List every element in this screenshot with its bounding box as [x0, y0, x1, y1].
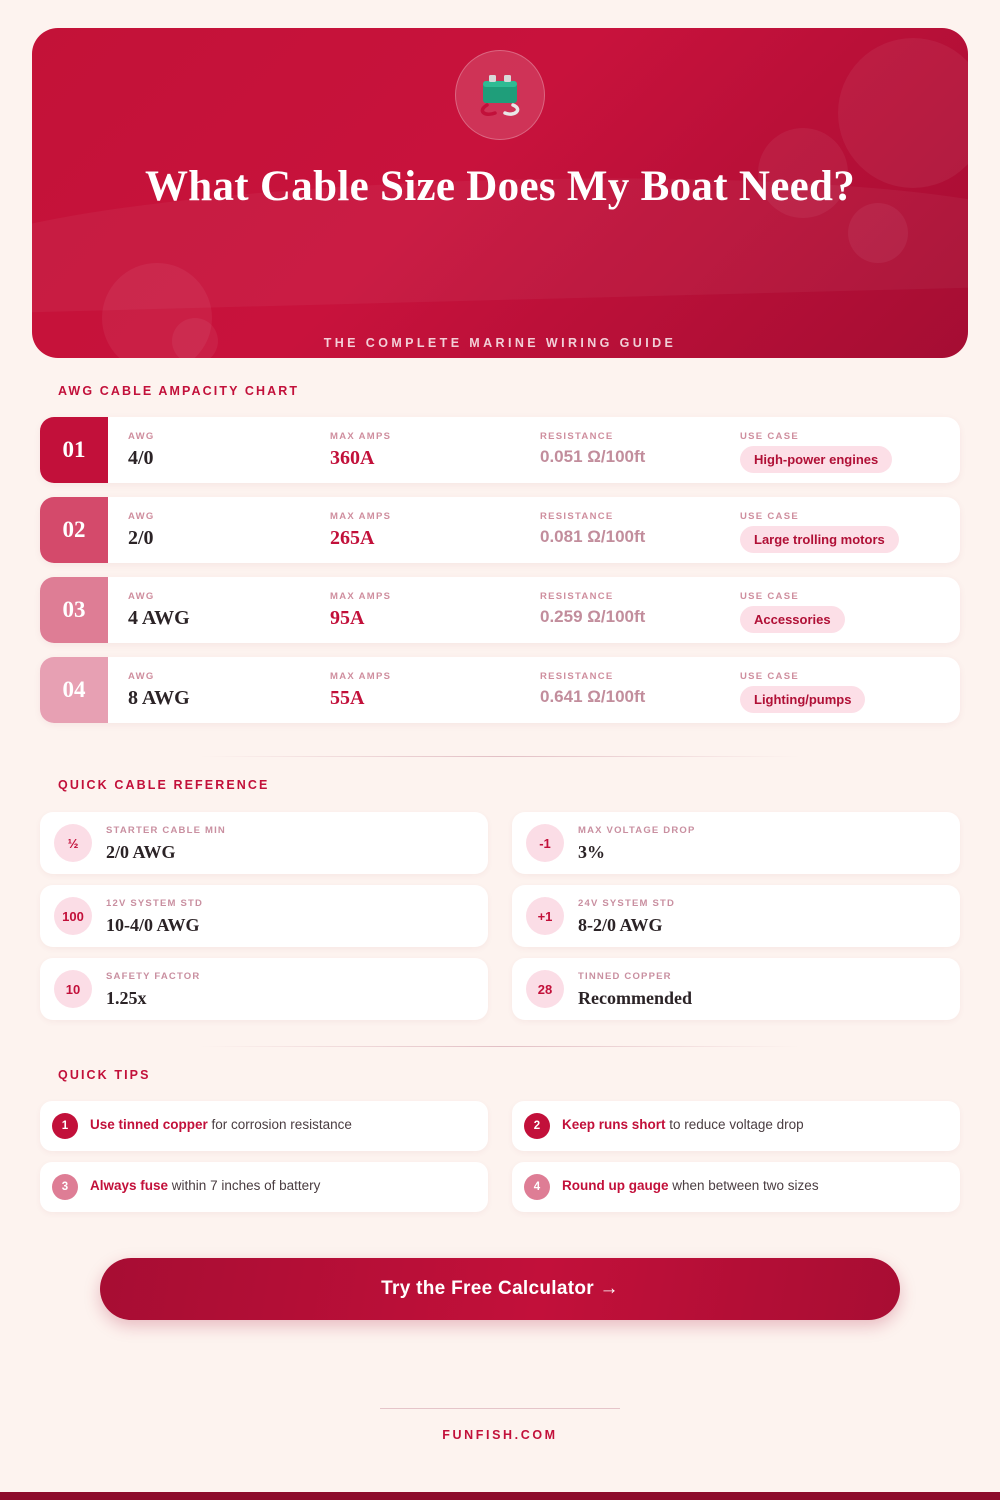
- cell-resistance: 0.259 Ω/100ft: [540, 607, 646, 626]
- cell-awg: 8 AWG: [128, 687, 190, 709]
- rank-badge: 04: [40, 657, 108, 723]
- reference-value: 8-2/0 AWG: [578, 915, 663, 935]
- rank-badge: 02: [40, 497, 108, 563]
- tip-text-bold: Round up gauge: [562, 1178, 669, 1193]
- column-header-resistance: RESISTANCE: [540, 671, 614, 682]
- column-header-resistance: RESISTANCE: [540, 431, 614, 442]
- column-header-awg: AWG: [128, 591, 155, 602]
- page-title: What Cable Size Does My Boat Need?: [144, 163, 856, 210]
- reference-card: [40, 885, 488, 947]
- cell-resistance: 0.051 Ω/100ft: [540, 447, 646, 466]
- reference-card: [512, 885, 960, 947]
- tip-card: [512, 1162, 960, 1212]
- column-header-awg: AWG: [128, 431, 155, 442]
- hero-banner: [32, 28, 968, 358]
- use-case-pill: Large trolling motors: [740, 526, 899, 553]
- reference-card: [40, 812, 488, 874]
- table-row: [40, 657, 960, 723]
- cell-awg: 4/0: [128, 447, 154, 469]
- cell-resistance: 0.081 Ω/100ft: [540, 527, 646, 546]
- column-header-use-case: USE CASE: [740, 671, 799, 682]
- use-case-pill: Accessories: [740, 606, 845, 633]
- tip-text: [90, 1117, 476, 1132]
- reference-caption: TINNED COPPER: [578, 971, 672, 982]
- footer-divider: [380, 1408, 620, 1409]
- column-header-amps: MAX AMPS: [330, 591, 392, 602]
- footer-site: FUNFISH.COM: [442, 1428, 558, 1442]
- reference-card: [512, 958, 960, 1020]
- tip-text-rest: when between two sizes: [668, 1178, 819, 1193]
- cta-button[interactable]: Try the Free Calculator →: [100, 1258, 900, 1320]
- reference-chip: ½: [54, 824, 92, 862]
- reference-chip: 28: [526, 970, 564, 1008]
- tip-number: 1: [52, 1113, 78, 1139]
- section-label-tips: QUICK TIPS: [58, 1068, 151, 1082]
- tip-number: 3: [52, 1174, 78, 1200]
- reference-value: 10-4/0 AWG: [106, 915, 200, 935]
- boat-battery-icon: [455, 50, 545, 140]
- tip-number: 4: [524, 1174, 550, 1200]
- tip-card: [40, 1101, 488, 1151]
- section-divider: [200, 756, 800, 757]
- tip-text-bold: Use tinned copper: [90, 1117, 208, 1132]
- reference-chip: 10: [54, 970, 92, 1008]
- cell-amps: 360A: [330, 447, 375, 469]
- column-header-use-case: USE CASE: [740, 511, 799, 522]
- reference-value: 1.25x: [106, 988, 147, 1008]
- column-header-amps: MAX AMPS: [330, 511, 392, 522]
- section-label-reference: QUICK CABLE REFERENCE: [58, 778, 270, 792]
- page-subtitle: THE COMPLETE MARINE WIRING GUIDE: [323, 336, 677, 350]
- reference-chip: +1: [526, 897, 564, 935]
- table-row: [40, 497, 960, 563]
- tip-text: [562, 1117, 948, 1132]
- reference-card: [40, 958, 488, 1020]
- reference-value: 2/0 AWG: [106, 842, 176, 862]
- tip-text-rest: within 7 inches of battery: [168, 1178, 321, 1193]
- column-header-resistance: RESISTANCE: [540, 511, 614, 522]
- tip-text-rest: to reduce voltage drop: [665, 1117, 804, 1132]
- reference-value: Recommended: [578, 988, 692, 1008]
- column-header-resistance: RESISTANCE: [540, 591, 614, 602]
- tip-number: 2: [524, 1113, 550, 1139]
- tip-text-rest: for corrosion resistance: [207, 1117, 352, 1132]
- rank-badge: 03: [40, 577, 108, 643]
- reference-value: 3%: [578, 842, 605, 862]
- column-header-use-case: USE CASE: [740, 591, 799, 602]
- cell-resistance: 0.641 Ω/100ft: [540, 687, 646, 706]
- column-header-use-case: USE CASE: [740, 431, 799, 442]
- tip-text-bold: Always fuse: [90, 1178, 169, 1193]
- tip-text: [562, 1178, 948, 1193]
- column-header-amps: MAX AMPS: [330, 671, 392, 682]
- cell-awg: 4 AWG: [128, 607, 190, 629]
- tip-card: [40, 1162, 488, 1212]
- cell-amps: 95A: [330, 607, 365, 629]
- reference-caption: 12V SYSTEM STD: [106, 898, 204, 909]
- section-divider: [200, 1046, 800, 1047]
- tip-text: [90, 1178, 476, 1193]
- use-case-pill: Lighting/pumps: [740, 686, 865, 713]
- table-row: [40, 577, 960, 643]
- reference-chip: 100: [54, 897, 92, 935]
- section-label-ampacity: AWG CABLE AMPACITY CHART: [58, 384, 300, 398]
- rank-badge: 01: [40, 417, 108, 483]
- reference-caption: SAFETY FACTOR: [106, 971, 201, 982]
- tip-card: [512, 1101, 960, 1151]
- cell-amps: 55A: [330, 687, 365, 709]
- bottom-accent-bar: [0, 1492, 1000, 1500]
- cell-amps: 265A: [330, 527, 375, 549]
- cell-awg: 2/0: [128, 527, 154, 549]
- use-case-pill: High-power engines: [740, 446, 892, 473]
- reference-caption: STARTER CABLE MIN: [106, 825, 226, 836]
- reference-caption: 24V SYSTEM STD: [578, 898, 676, 909]
- table-row: [40, 417, 960, 483]
- column-header-amps: MAX AMPS: [330, 431, 392, 442]
- reference-caption: MAX VOLTAGE DROP: [578, 825, 696, 836]
- tip-text-bold: Keep runs short: [562, 1117, 666, 1132]
- column-header-awg: AWG: [128, 671, 155, 682]
- column-header-awg: AWG: [128, 511, 155, 522]
- reference-card: [512, 812, 960, 874]
- reference-chip: -1: [526, 824, 564, 862]
